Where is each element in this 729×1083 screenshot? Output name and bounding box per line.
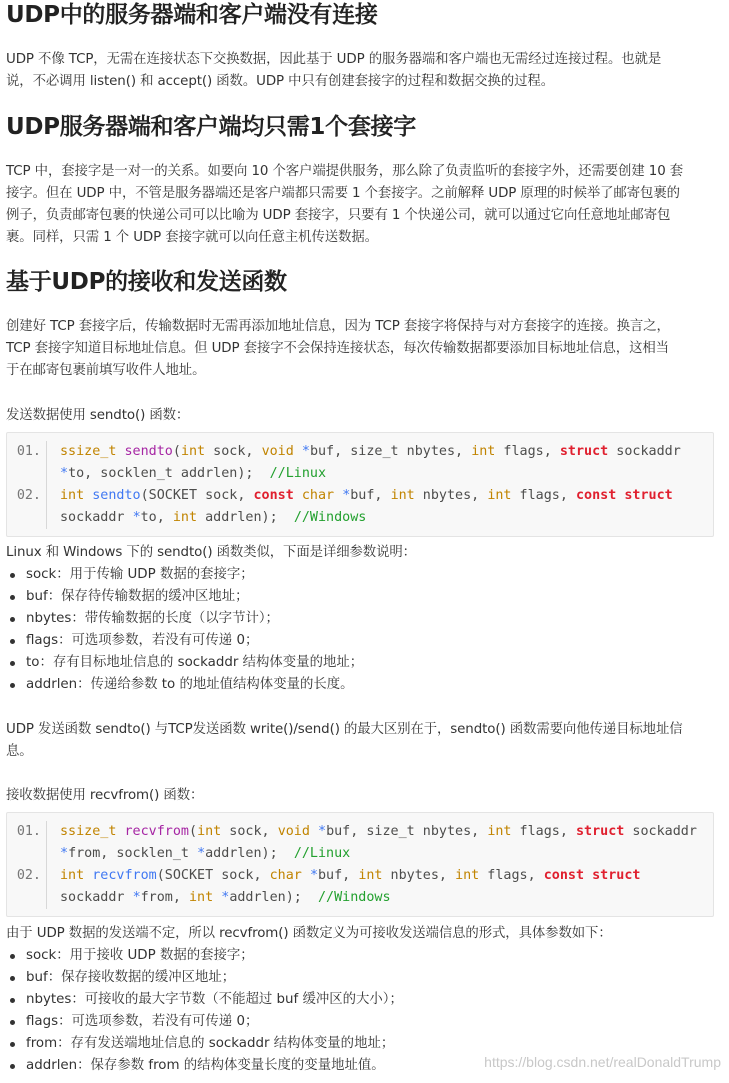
code-line <box>7 865 713 909</box>
list-item: addrlen：保存参数 from 的结构体变量长度的变量地址值。 <box>6 1055 403 1077</box>
code-text: int recvfrom(SOCKET sock, char *buf, int nbytes, int flags, const struct sockaddr *from, int *addrlen); //Windows <box>60 868 649 905</box>
bullet-icon <box>10 954 15 959</box>
code-line <box>7 441 713 485</box>
bullet-icon <box>10 639 15 644</box>
text-line: TCP 中，套接字是一对一的关系。如要向 10 个客户端提供服务，那么除了负责监听的套接字外，还需要创建 10 套 <box>6 164 684 179</box>
recvfrom-param-list <box>6 945 403 1077</box>
bullet-icon <box>10 595 15 600</box>
list-item: sock：用于接收 UDP 数据的套接字； <box>6 945 403 967</box>
line-number: 02. <box>7 485 47 529</box>
code-text: ssize_t sendto(int sock, void *buf, size_t nbytes, int flags, struct sockaddr *to, socklen_t addrlen); //Linux <box>60 444 689 481</box>
bullet-icon <box>10 617 15 622</box>
text-line: 于在邮寄包裹前填写收件人地址。 <box>6 363 206 378</box>
recvfrom-code-block <box>6 812 714 917</box>
list-item: to：存有目标地址信息的 sockaddr 结构体变量的地址； <box>6 652 363 674</box>
paragraph-send-recv <box>6 316 670 382</box>
heading-one-socket: UDP服务器端和客户端均只需1个套接字 <box>6 114 416 140</box>
sendto-intro: 发送数据使用 sendto() 函数： <box>6 408 190 423</box>
watermark: https://blog.csdn.net/realDonaldTrump <box>484 1054 721 1070</box>
line-number: 01. <box>7 441 47 485</box>
list-item: addrlen：传递给参数 to 的地址值结构体变量的长度。 <box>6 674 363 696</box>
text-line: 接字。但在 UDP 中，不管是服务器端还是客户端都只需要 1 个套接字。之前解释 UDP 原理的时候举了邮寄包裹的 <box>6 186 680 201</box>
bullet-icon <box>10 661 15 666</box>
bullet-icon <box>10 573 15 578</box>
line-number: 02. <box>7 865 47 909</box>
paragraph-one-socket <box>6 161 683 249</box>
text-line: 创建好 TCP 套接字后，传输数据时无需再添加地址信息，因为 TCP 套接字将保持与对方套接字的连接。换言之， <box>6 319 670 334</box>
heading-send-recv: 基于UDP的接收和发送函数 <box>6 269 287 295</box>
code-text: ssize_t recvfrom(int sock, void *buf, size_t nbytes, int flags, struct sockaddr *from, socklen_t *addrlen); //Linux <box>60 824 705 861</box>
text-line: UDP 发送函数 sendto() 与TCP发送函数 write()/send() 的最大区别在于，sendto() 函数需要向他传递目标地址信 <box>6 722 683 737</box>
sendto-desc: Linux 和 Windows 下的 sendto() 函数类似，下面是详细参数说明： <box>6 545 416 560</box>
list-item: buf：保存接收数据的缓冲区地址； <box>6 967 403 989</box>
text-line: 例子，负责邮寄包裹的快递公司可以比喻为 UDP 套接字，只要有 1 个快递公司，就可以通过它向任意地址邮寄包 <box>6 208 671 223</box>
list-item: nbytes：带传输数据的长度（以字节计）； <box>6 608 363 630</box>
list-item: buf：保存待传输数据的缓冲区地址； <box>6 586 363 608</box>
bullet-icon <box>10 1042 15 1047</box>
text-line: TCP 套接字知道目标地址信息。但 UDP 套接字不会保持连接状态，每次传输数据都要添加目标地址信息，这相当 <box>6 341 669 356</box>
bullet-icon <box>10 976 15 981</box>
text-line: 说，不必调用 listen() 和 accept() 函数。UDP 中只有创建套接字的过程和数据交换的过程。 <box>6 74 554 89</box>
recvfrom-intro: 接收数据使用 recvfrom() 函数： <box>6 788 204 803</box>
text-line: UDP 不像 TCP，无需在连接状态下交换数据，因此基于 UDP 的服务器端和客户端也无需经过连接过程。也就是 <box>6 52 662 67</box>
code-line <box>7 821 713 865</box>
list-item: nbytes：可接收的最大字节数（不能超过 buf 缓冲区的大小）； <box>6 989 403 1011</box>
bullet-icon <box>10 1064 15 1069</box>
sendto-note <box>6 719 683 763</box>
heading-no-connection: UDP中的服务器端和客户端没有连接 <box>6 2 378 28</box>
recvfrom-desc: 由于 UDP 数据的发送端不定，所以 recvfrom() 函数定义为可接收发送端信息的形式，具体参数如下： <box>6 926 612 941</box>
code-line <box>7 485 713 529</box>
code-text: int sendto(SOCKET sock, const char *buf, int nbytes, int flags, const struct sockaddr *to, int addrlen); //Windows <box>60 488 681 525</box>
text-line: 裹。同样，只需 1 个 UDP 套接字就可以向任意主机传送数据。 <box>6 230 378 245</box>
bullet-icon <box>10 683 15 688</box>
paragraph-no-connection <box>6 49 661 93</box>
list-item: from：存有发送端地址信息的 sockaddr 结构体变量的地址； <box>6 1033 403 1055</box>
list-item: sock：用于传输 UDP 数据的套接字； <box>6 564 363 586</box>
text-line: 息。 <box>6 744 33 759</box>
bullet-icon <box>10 998 15 1003</box>
list-item: flags：可选项参数，若没有可传递 0； <box>6 630 363 652</box>
sendto-param-list <box>6 564 363 696</box>
list-item: flags：可选项参数，若没有可传递 0； <box>6 1011 403 1033</box>
bullet-icon <box>10 1020 15 1025</box>
sendto-code-block <box>6 432 714 537</box>
line-number: 01. <box>7 821 47 865</box>
